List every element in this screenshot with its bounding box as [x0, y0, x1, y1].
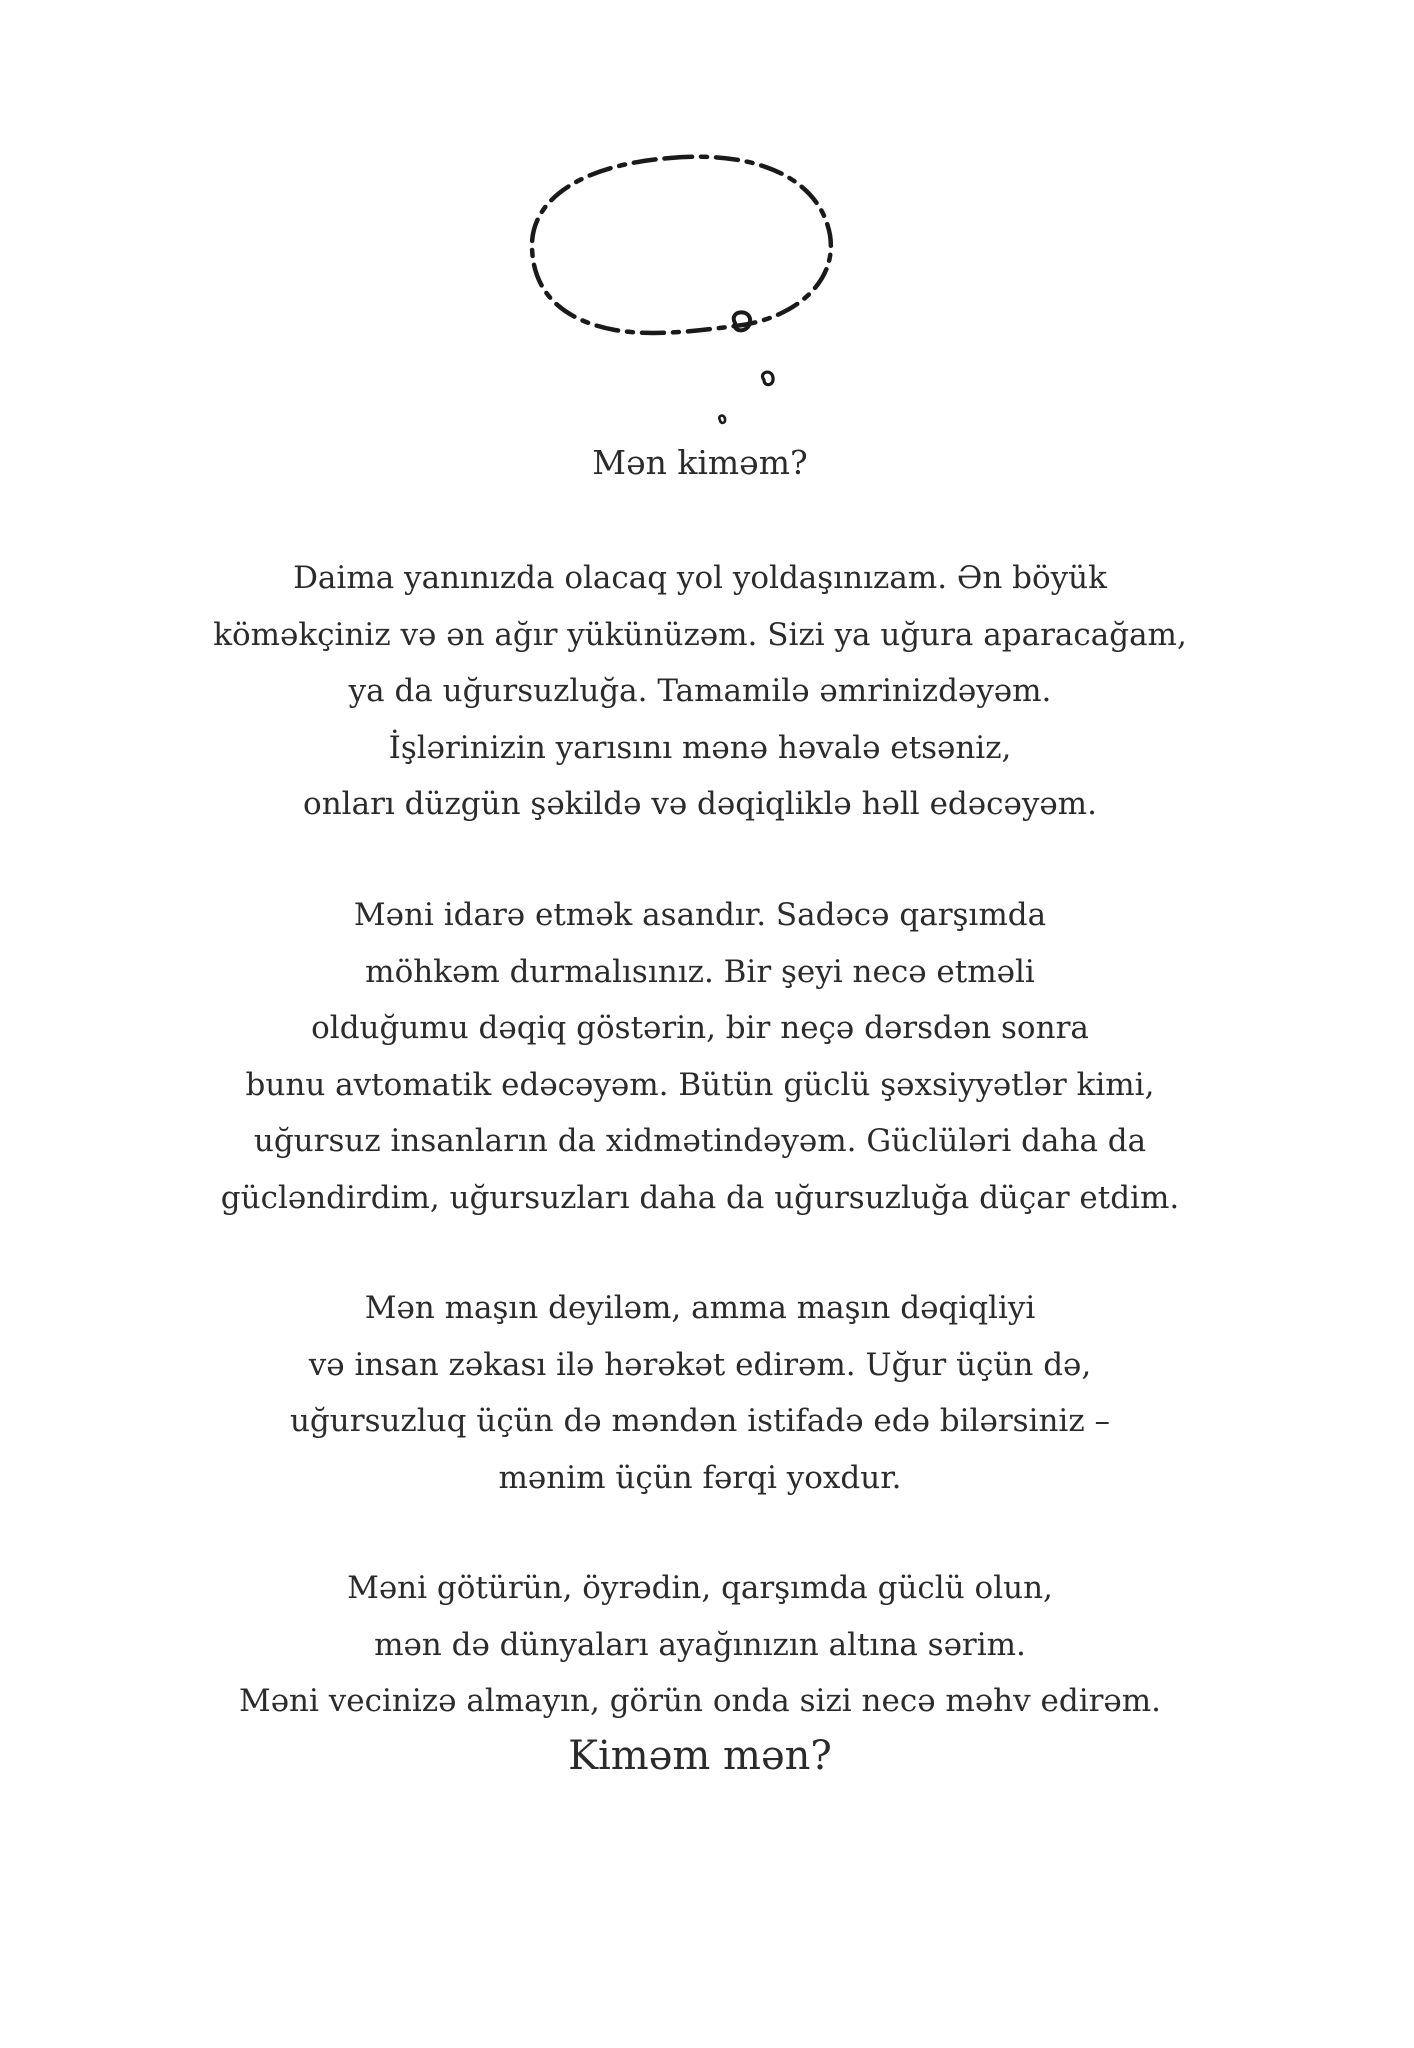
closing-question: Kiməm mən?	[568, 1733, 832, 1779]
paragraph-line: Məni götürün, öyrədin, qarşımda güclü olun,	[347, 1570, 1053, 1606]
paragraph-line: uğursuz insanların da xidmətindəyəm. Güclüləri daha da	[253, 1123, 1147, 1159]
paragraph-line: Məni vecinizə almayın, görün onda sizi necə məhv edirəm.	[238, 1683, 1162, 1719]
paragraph-line: mən də dünyaları ayağınızın altına sərim.	[374, 1626, 1026, 1663]
paragraph-line: Məni idarə etmək asandır. Sadəcə qarşımda	[353, 897, 1047, 933]
paragraph-line: mənim üçün fərqi yoxdur.	[498, 1459, 902, 1496]
paragraph-line: onları düzgün şəkildə və dəqiqliklə həll edəcəyəm.	[303, 786, 1097, 822]
paragraph-line: uğursuzluq üçün də məndən istifadə edə bilərsiniz –	[289, 1403, 1111, 1439]
thought-bubble-icon	[520, 140, 860, 440]
paragraph-2	[150, 887, 1250, 1226]
paragraph-line: Daima yanınızda olacaq yol yoldaşınızam. Ən böyük	[293, 560, 1107, 596]
paragraph-line: möhkəm durmalısınız. Bir şeyi necə etməli	[365, 953, 1035, 990]
paragraph-line: və insan zəkası ilə hərəkət edirəm. Uğur üçün də,	[308, 1346, 1092, 1383]
paragraph-line: Mən maşın deyiləm, amma maşın dəqiqliyi	[364, 1290, 1036, 1326]
paragraph-line: İşlərinizin yarısını mənə həvalə etsəniz,	[388, 729, 1012, 766]
paragraph-line: gücləndirdim, uğursuzları daha da uğursuzluğa düçar etdim.	[220, 1179, 1180, 1216]
paragraph-line: olduğumu dəqiq göstərin, bir neçə dərsdən sonra	[311, 1010, 1089, 1046]
paragraph-line: ya da uğursuzluğa. Tamamilə əmrinizdəyəm.	[348, 673, 1052, 709]
paragraph-line: köməkçiniz və ən ağır yükünüzəm. Sizi ya uğura aparacağam,	[213, 616, 1187, 653]
paragraph-line: bunu avtomatik edəcəyəm. Bütün güclü şəxsiyyətlər kimi,	[245, 1066, 1155, 1103]
paragraph-1	[150, 550, 1250, 833]
paragraph-4	[150, 1560, 1250, 1730]
paragraph-3	[150, 1280, 1250, 1506]
page-heading: Mən kiməm?	[592, 443, 808, 482]
